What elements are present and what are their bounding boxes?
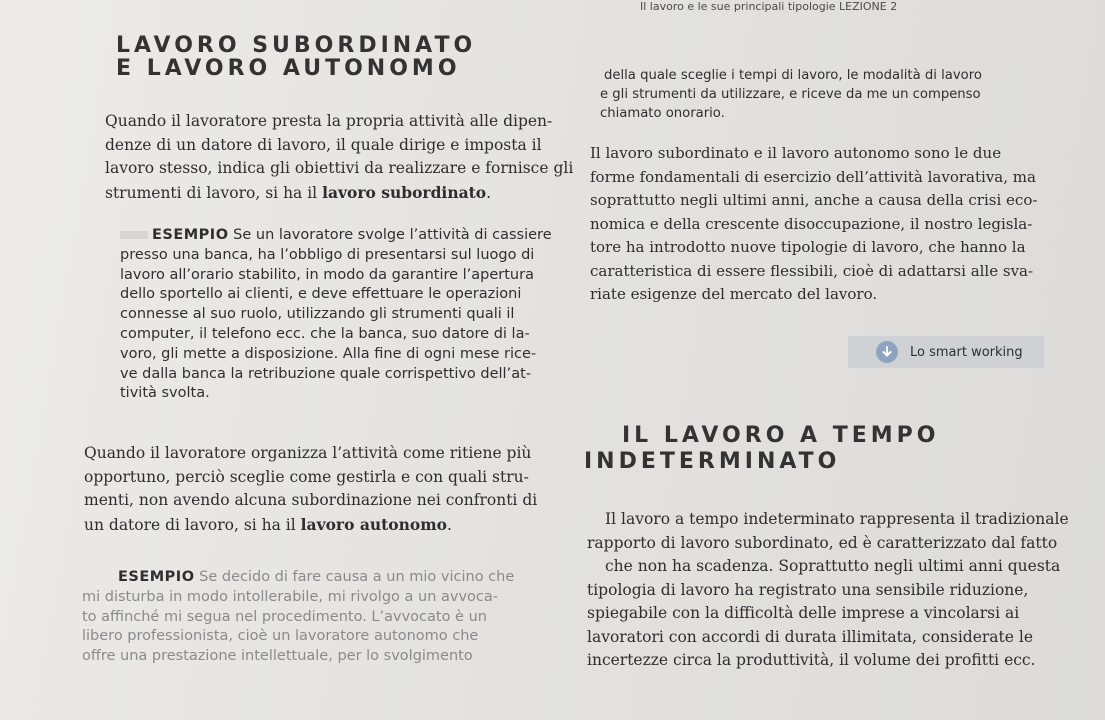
text-line: lavoro all’orario stabilito, in modo da garantire l’apertura [120,266,534,283]
punctuation: . [486,183,492,202]
text-line: connesse al suo ruolo, utilizzando gli strumenti quali il [120,306,515,323]
example-continuation [600,66,1060,123]
page-header: Il lavoro e le sue principali tipologie LEZIONE 2 [640,0,898,13]
title-line-1: IL LAVORO A TEMPO [622,423,940,448]
text-line: denze di un datore di lavoro, il quale dirige e imposta il [105,135,542,154]
text-line: Quando il lavoratore organizza l’attività come ritiene più [84,444,532,462]
text-line: opportuno, perciò sceglie come gestirla e con quali stru- [84,467,529,486]
paragraph-tipologie [590,142,1060,307]
text-line: presso una banca, ha l’obbligo di presentarsi sul luogo di [120,246,535,263]
text-line: riate esigenze del mercato del lavoro. [590,285,878,303]
text-line: lavoratori con accordi di durata illimitata, considerate le [587,627,1034,646]
text-fragment: Se un lavoratore svolge l’attività di cassiere [233,227,552,243]
section-title-tempo-indeterminato [584,423,940,475]
text-line: tipologia di lavoro ha registrato una sensibile riduzione, [587,580,1029,599]
text-line: voro, gli mette a disposizione. Alla fine di ogni mese rice- [120,345,537,362]
text-line: lavoro stesso, indica gli obiettivi da realizzare e fornisce gli [105,159,574,177]
paragraph-subordinato [105,110,575,205]
text-line: mi disturba in modo intollerabile, mi rivolgo a un avvoca- [82,588,499,605]
text-line: incertezze circa la produttività, il volume dei profitti ecc. [587,651,1036,669]
smart-working-link[interactable] [848,336,1044,368]
text-line: Il lavoro a tempo indeterminato rappresenta il tradizionale [605,510,1069,528]
text-line: che non ha scadenza. Soprattutto negli ultimi anni questa [605,557,1061,575]
text-line: spiegabile con la difficoltà delle imprese a vincolarsi ai [587,604,1020,622]
text-line: offre una prestazione intellettuale, per lo svolgimento [82,648,473,665]
example-label: ESEMPIO [118,569,195,585]
text-line: soprattutto negli ultimi anni, anche a causa della crisi eco- [590,191,1038,209]
text-line: tore ha introdotto nuove tipologie di lavoro, che hanno la [590,238,1026,256]
text-line [120,226,590,246]
example-avvocato [82,568,582,667]
download-arrow-icon [876,341,898,363]
example-cassiere [120,226,590,404]
text-line: caratteristica di essere flessibili, cioè di adattarsi alle sva- [590,261,1034,280]
paragraph-autonomo [84,442,574,537]
text-line: forme fondamentali di esercizio dell’attività lavorativa, ma [590,167,1036,186]
text-line: Il lavoro subordinato e il lavoro autonomo sono le due [590,144,1002,162]
punctuation: . [447,515,452,534]
text-line: e gli strumenti da utilizzare, e riceve da me un compenso [600,87,981,102]
bold-term: lavoro subordinato [322,182,487,202]
text-fragment: strumenti di lavoro, si ha il [105,183,318,202]
text-line: computer, il telefono ecc. che la banca, suo datore di la- [120,325,530,342]
text-line [82,568,582,588]
text-line: Quando il lavoratore presta la propria attività alle dipen- [105,112,553,130]
section-title-lavoro-subordinato [116,34,476,80]
text-line [105,181,575,206]
paragraph-tempo-indeterminato [587,508,1075,673]
text-line: chiamato onorario. [600,106,725,121]
text-line: tività svolta. [120,385,210,402]
text-line: ve dalla banca la retribuzione quale corrispettivo dell’at- [120,365,531,382]
text-line: dello sportello ai clienti, e deve effettuare le operazioni [120,286,522,303]
text-line: libero professionista, cioè un lavoratore autonomo che [82,628,479,645]
text-fragment: Se decido di fare causa a un mio vicino che [199,569,515,585]
text-line: to affinché mi segua nel procedimento. L’avvocato è un [82,608,487,625]
title-line-2: INDETERMINATO [584,449,841,474]
title-line-1: LAVORO SUBORDINATO [116,33,477,58]
text-line: menti, non avendo alcuna subordinazione nei confronti di [84,491,538,509]
text-line: della quale sceglie i tempi di lavoro, le modalità di lavoro [604,68,982,83]
text-line [84,513,574,538]
text-fragment: un datore di lavoro, si ha il [84,515,296,534]
text-line: rapporto di lavoro subordinato, ed è caratterizzato dal fatto [587,533,1058,552]
text-line: nomica e della crescente disoccupazione, il nostro legisla- [590,214,1033,233]
smart-working-label: Lo smart working [910,344,1023,360]
example-label: ESEMPIO [152,227,229,243]
title-line-2: E LAVORO AUTONOMO [116,56,461,81]
example-marker [120,231,148,239]
bold-term: lavoro autonomo [300,514,447,534]
